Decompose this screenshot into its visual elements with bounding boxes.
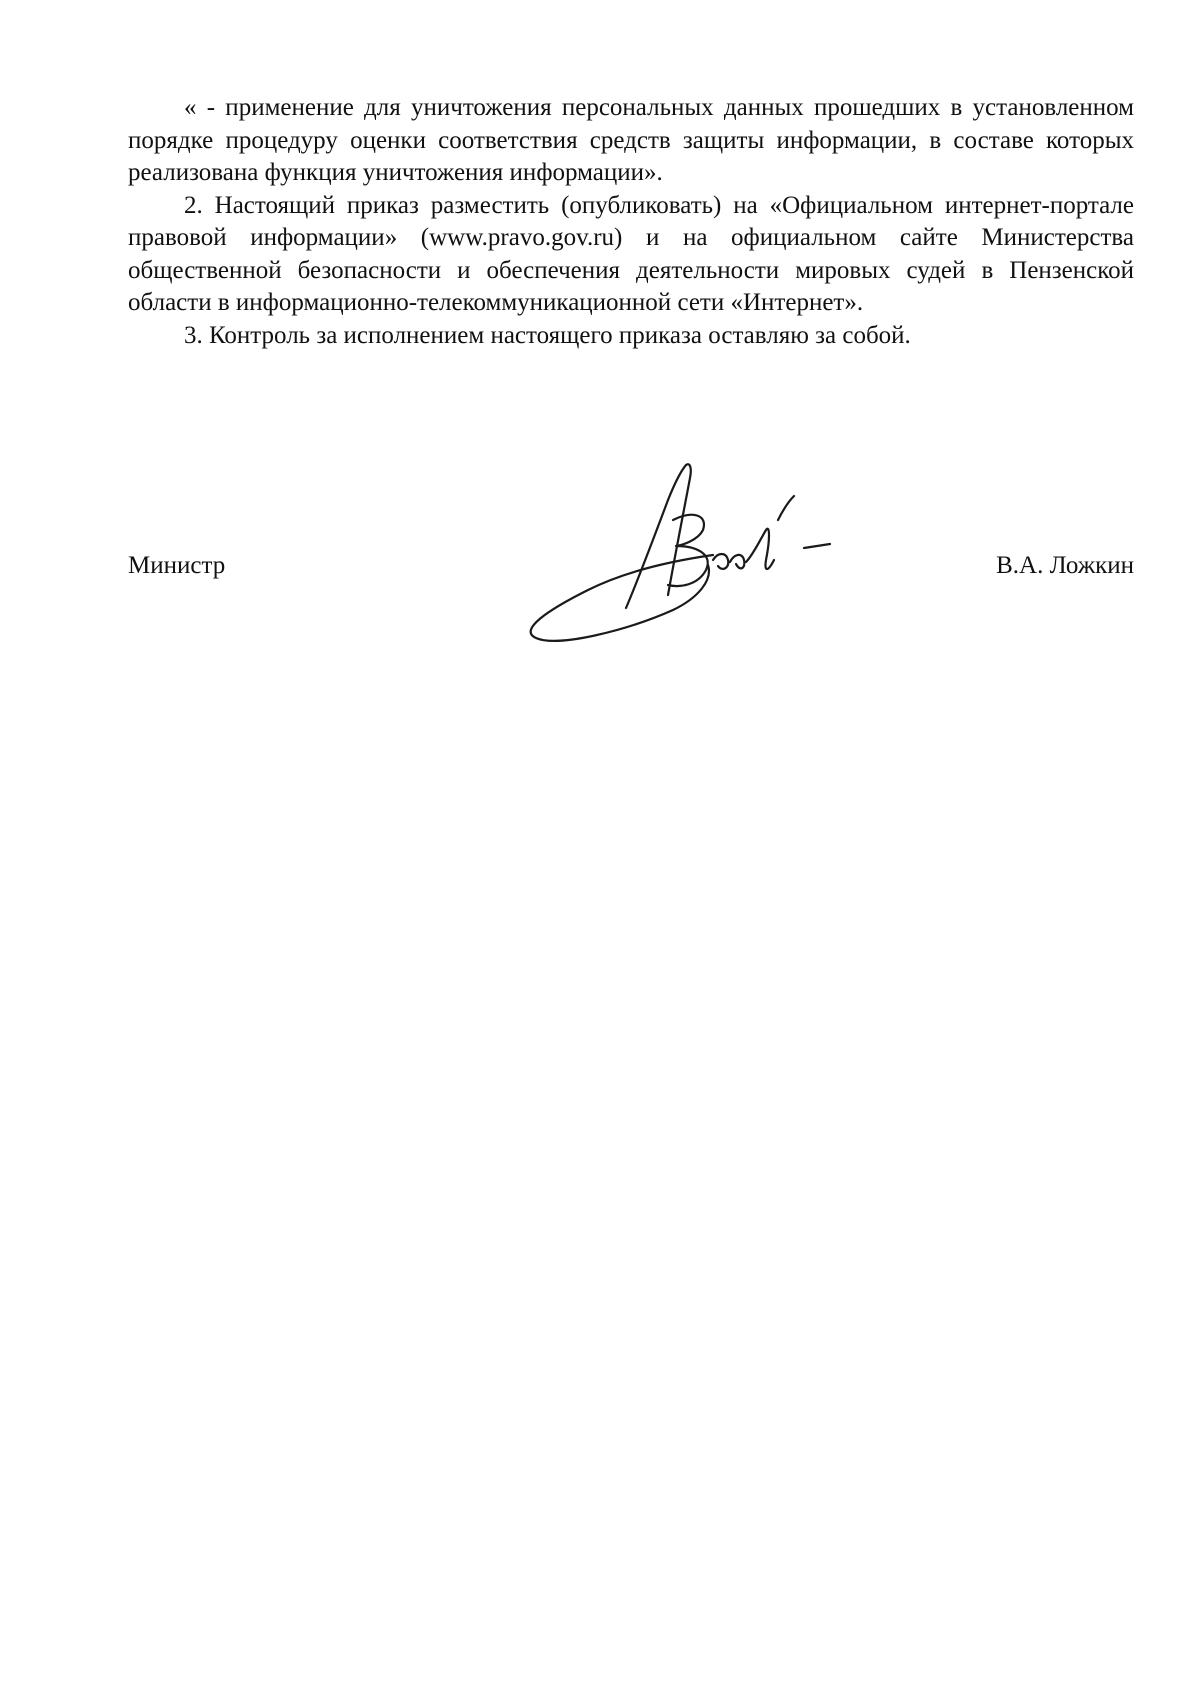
position-title: Министр [128, 552, 226, 579]
document-body [128, 92, 1134, 352]
signature-block [128, 440, 1134, 670]
handwritten-signature [508, 460, 838, 660]
signer-name: В.А. Ложкин [996, 552, 1134, 579]
paragraph-item-1: « - применение для уничтожения персональных данных прошедших в установленном порядке процедуру оценки соответствия средств защиты информации, в составе которых реализована функция уничтожения информации». [128, 94, 1134, 186]
paragraph-item-3: 3. Контроль за исполнением настоящего приказа оставляю за собой. [184, 321, 911, 349]
paragraph-item-2: 2. Настоящий приказ разместить (опубликовать) на «Официальном интернет-портале правовой информации» (www.pravo.gov.ru) и на официальном сайте Министерства общественной безопасности и обеспечения деятельности мировых судей в Пензенской области в информационно-телекоммуникационной сети «Интернет». [128, 191, 1134, 316]
